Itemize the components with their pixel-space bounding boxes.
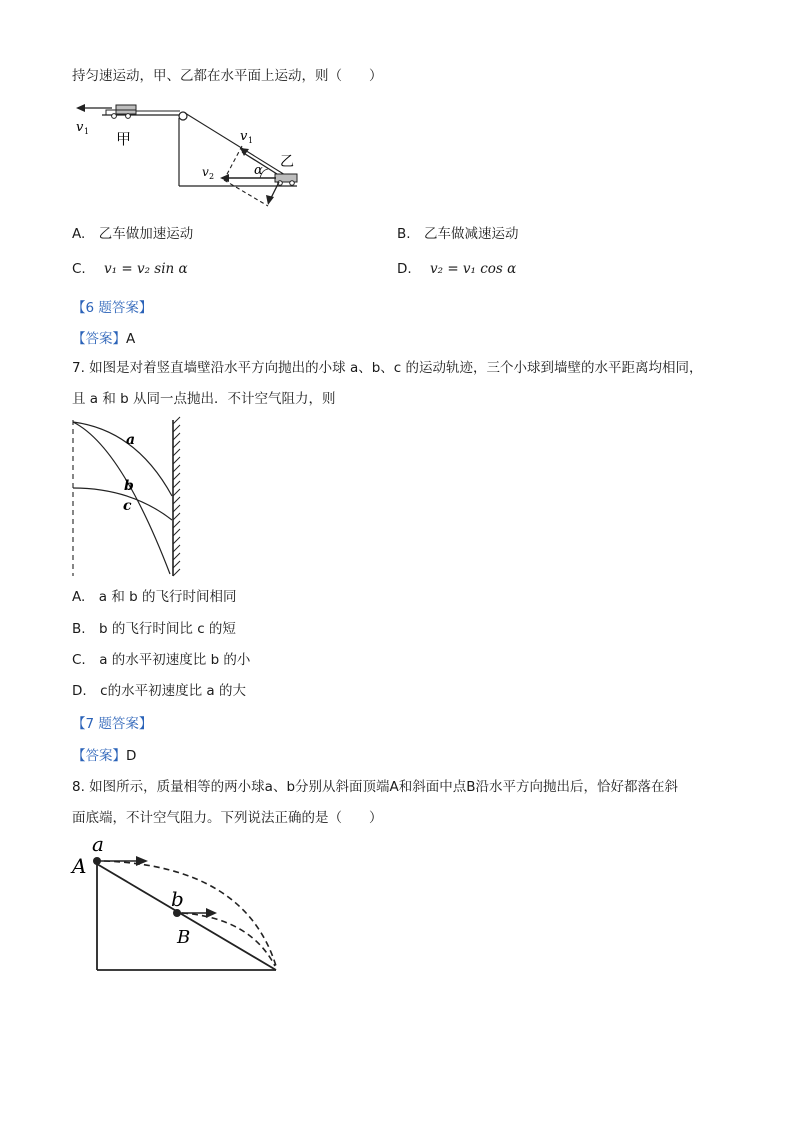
- q6-option-d-formula: v₂ = v₁ cos α: [429, 261, 517, 277]
- q7-option-a: A. a 和 b 的飞行时间相同: [72, 589, 237, 605]
- q6-option-a: A. 乙车做加速运动: [72, 226, 194, 242]
- q7-option-c: C. a 的水平初速度比 b 的小: [72, 652, 251, 668]
- q6-option-c-prefix: C.: [72, 261, 86, 277]
- q7-figure-wall-trajectories: [66, 416, 196, 578]
- label-A: A: [72, 854, 87, 878]
- q6-stem-tail: 持匀速运动，甲、乙都在水平面上运动，则（ ）: [72, 68, 383, 84]
- label-v1-left-sub: 1: [84, 127, 90, 136]
- q7-answer-label: 【答案】: [72, 748, 126, 764]
- label-jia: 甲: [116, 130, 132, 148]
- q6-answer: [72, 327, 135, 347]
- q7-stem-line1: 7. 如图是对着竖直墙壁沿水平方向抛出的小球 a、b、c 的运动轨迹，三个小球到墙壁的水平距离均相同，: [72, 360, 703, 376]
- q7-answer-heading: 【7 题答案】: [72, 716, 153, 732]
- q6-answer-heading: 【6 题答案】: [72, 300, 153, 316]
- label-c: c: [123, 498, 132, 514]
- q7-answer: [72, 744, 136, 764]
- q6-option-c-formula: v₁ = v₂ sin α: [104, 261, 188, 277]
- label-v1-left: v: [76, 120, 84, 135]
- label-v1-right-sub: 1: [248, 136, 254, 145]
- label-b: b: [171, 887, 184, 911]
- q7-option-b: B. b 的飞行时间比 c 的短: [72, 621, 236, 637]
- label-a: a: [126, 432, 136, 448]
- label-alpha: α: [254, 163, 263, 178]
- q6-answer-label: 【答案】: [72, 331, 126, 347]
- q8-stem-line1: 8. 如图所示，质量相等的两小球a、b分别从斜面顶端A和斜面中点B沿水平方向抛出后，恰好都落在斜: [72, 779, 679, 795]
- label-B: B: [177, 927, 191, 948]
- q6-option-d: [397, 259, 516, 279]
- q6-option-c: [72, 259, 188, 279]
- ball-a: [93, 857, 101, 865]
- label-a: a: [92, 836, 104, 856]
- q7-option-d: D. c的水平初速度比 a 的大: [72, 683, 246, 699]
- label-v1-right: v: [240, 129, 248, 144]
- q6-answer-value: A: [126, 331, 136, 347]
- q7-stem-line2: 且 a 和 b 从同一点抛出．不计空气阻力，则: [72, 391, 336, 407]
- label-yi: 乙: [280, 154, 294, 170]
- label-v2: v: [202, 165, 209, 179]
- trajectory-a: [73, 422, 172, 496]
- trajectory-b: [73, 422, 170, 574]
- q6-figure-pulley-carts: [72, 96, 312, 214]
- label-v2-sub: 2: [209, 172, 215, 181]
- q8-figure-incline: [70, 836, 290, 976]
- q8-stem-line2: 面底端，不计空气阻力。下列说法正确的是（ ）: [72, 810, 383, 826]
- q7-answer-value: D: [126, 748, 137, 764]
- q6-option-d-prefix: D.: [397, 261, 412, 277]
- label-b: b: [124, 478, 134, 494]
- trajectory-b: [182, 913, 275, 966]
- q6-option-b: B. 乙车做减速运动: [397, 226, 519, 242]
